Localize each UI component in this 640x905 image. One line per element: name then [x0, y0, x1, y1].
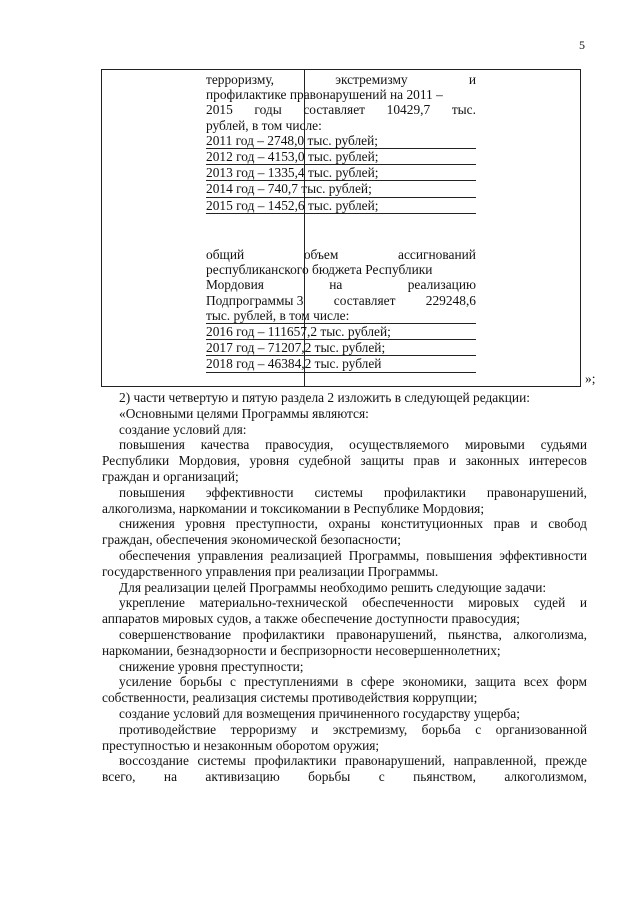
table-word: общий	[206, 247, 245, 262]
table-word: на	[329, 277, 343, 293]
table-line: республиканского бюджета Республики	[206, 262, 433, 278]
table-line	[206, 277, 476, 292]
paragraph: укрепление материально-технической обеспеченности мировых судей и аппаратов мировых судов, а также обеспечение доступности правосудия;	[102, 595, 587, 627]
table-word: составляет	[303, 102, 366, 118]
table-word: терроризму,	[206, 72, 275, 87]
table-line: 2011 год – 2748,0 тыс. рублей;	[206, 133, 476, 149]
table-line: 2012 год – 4153,0 тыс. рублей;	[206, 149, 476, 165]
closing-quote: »;	[585, 371, 596, 386]
paragraph: создание условий для возмещения причиненного государству ущерба;	[119, 705, 520, 721]
paragraph: снижение уровня преступности;	[119, 658, 304, 674]
table-word: годы	[254, 102, 282, 118]
paragraph: совершенствование профилактики правонарушений, пьянства, алкоголизма, наркомании, безнадзорности и беспризорности несовершеннолетних;	[102, 626, 587, 658]
paragraph: воссоздание системы профилактики правонарушений, направленной, прежде всего, на активизацию борьбы с пьянством, алкоголизмом,	[102, 753, 587, 785]
paragraph: создание условий для:	[119, 421, 247, 437]
table-line: рублей, в том числе:	[206, 117, 322, 133]
table-word: 2015	[206, 102, 233, 118]
paragraph: повышения эффективности системы профилактики правонарушений, алкоголизма, наркомании и токсикомании в Республике Мордовия;	[102, 484, 587, 516]
table-line: 2013 год – 1335,4 тыс. рублей;	[206, 165, 476, 181]
table-line: 2017 год – 71207,2 тыс. рублей;	[206, 340, 476, 356]
paragraph: Для реализации целей Программы необходимо решить следующие задачи:	[119, 579, 547, 595]
table-word: 10429,7	[386, 102, 431, 118]
table-line: 2014 год – 740,7 тыс. рублей;	[206, 181, 476, 197]
table-line: 2015 год – 1452,6 тыс. рублей;	[206, 198, 476, 214]
table-line	[206, 102, 476, 117]
paragraph: противодействие терроризму и экстремизму, борьба с организованной преступностью и незаконным оборотом оружия;	[102, 721, 587, 753]
paragraph: обеспечения управления реализацией Программы, повышения эффективности государственного управления при реализации Программы.	[102, 547, 587, 579]
table-cell-block-2	[206, 247, 476, 373]
table-word: 229248,6	[425, 292, 476, 308]
table-line: 2016 год – 111657,2 тыс. рублей;	[206, 324, 476, 340]
table-line: тыс. рублей, в том числе:	[206, 308, 476, 324]
table-line	[206, 72, 476, 87]
paragraph: 2) части четвертую и пятую раздела 2 изложить в следующей редакции:	[119, 390, 530, 405]
table-word: Подпрограммы 3	[206, 292, 304, 308]
table-word: и	[468, 72, 476, 87]
paragraph: повышения качества правосудия, осуществляемого мировыми судьями Республики Мордовия, уровня судебной защиты прав и законных интересов граждан и организаций;	[102, 437, 587, 484]
table-word: составляет	[333, 292, 396, 308]
table-word: ассигнований	[398, 247, 476, 262]
paragraph: усиление борьбы с преступлениями в сфере экономики, защита всех форм собственности, реализация системы противодействия коррупции;	[102, 674, 587, 706]
table-line	[206, 293, 476, 308]
table-word: Мордовия	[206, 277, 264, 293]
table-word: объем	[303, 247, 339, 262]
table-word: тыс.	[451, 102, 476, 118]
table-line: 2018 год – 46384,2 тыс. рублей	[206, 356, 476, 372]
paragraph: снижения уровня преступности, охраны конституционных прав и свобод граждан, обеспечения экономической безопасности;	[102, 516, 587, 548]
table-line	[206, 247, 476, 262]
table-word: реализацию	[407, 277, 476, 293]
paragraph: «Основными целями Программы являются:	[119, 405, 369, 421]
document-body	[102, 390, 587, 785]
table-word: экстремизму	[335, 72, 408, 87]
table-cell-block-1	[206, 72, 476, 214]
table-line: профилактике правонарушений на 2011 –	[206, 87, 443, 103]
page-number: 5	[579, 38, 585, 52]
